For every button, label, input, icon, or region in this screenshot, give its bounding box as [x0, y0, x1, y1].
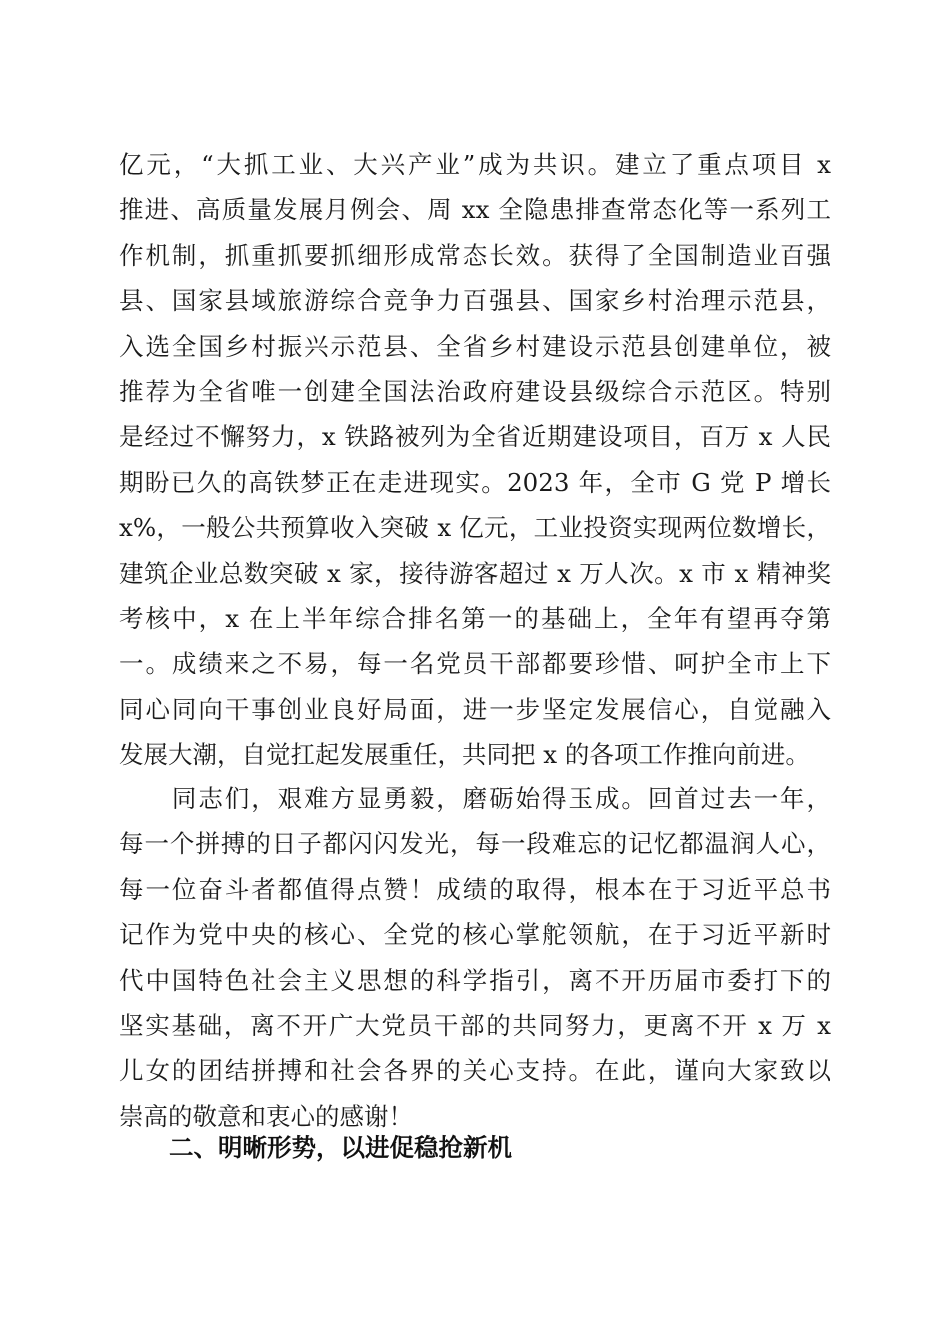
- text-line: 入选全国乡村振兴示范县、全省乡村建设示范县创建单位，被: [119, 331, 831, 361]
- section-heading: 二、明晰形势，以进促稳抢新机: [169, 1133, 512, 1162]
- text-line: 崇高的敬意和衷心的感谢！: [119, 1101, 413, 1131]
- text-line: 每一个拼搏的日子都闪闪发光，每一段难忘的记忆都温润人心，: [119, 829, 831, 859]
- text-line: 期盼已久的高铁梦正在走进现实。2023 年，全市 G 党 P 增长: [119, 467, 831, 497]
- text-line: 儿女的团结拼搏和社会各界的关心支持。在此，谨向大家致以: [119, 1056, 831, 1086]
- text-line: 作机制，抓重抓要抓细形成常态长效。获得了全国制造业百强: [119, 240, 831, 270]
- text-line: 记作为党中央的核心、全党的核心掌舵领航，在于习近平新时: [119, 920, 831, 950]
- text-line: 每一位奋斗者都值得点赞！成绩的取得，根本在于习近平总书: [119, 874, 831, 904]
- text-line: 同志们，艰难方显勇毅，磨砺始得玉成。回首过去一年，: [119, 784, 831, 813]
- text-line: 考核中，x 在上半年综合排名第一的基础上，全年有望再夺第: [119, 603, 831, 633]
- text-line: 坚实基础，离不开广大党员干部的共同努力，更离不开 x 万 x: [119, 1010, 831, 1040]
- text-line: x%，一般公共预算收入突破 x 亿元，工业投资实现两位数增长，: [119, 513, 831, 543]
- text-line: 推荐为全省唯一创建全国法治政府建设县级综合示范区。特别: [119, 376, 831, 406]
- text-line: 亿元，“大抓工业、大兴产业”成为共识。建立了重点项目 x: [119, 150, 831, 179]
- text-line: 代中国特色社会主义思想的科学指引，离不开历届市委打下的: [119, 965, 831, 995]
- paragraph-achievements: [119, 142, 831, 777]
- text-line: 发展大潮，自觉扛起发展重任，共同把 x 的各项工作推向前进。: [119, 740, 810, 770]
- text-line: 建筑企业总数突破 x 家，接待游客超过 x 万人次。x 市 x 精神奖: [119, 558, 831, 588]
- text-line: 县、国家县域旅游综合竞争力百强县、国家乡村治理示范县，: [119, 286, 831, 316]
- text-line: 一。成绩来之不易，每一名党员干部都要珍惜、呵护全市上下: [119, 649, 831, 679]
- text-line: 是经过不懈努力，x 铁路被列为全省近期建设项目，百万 x 人民: [119, 422, 831, 452]
- paragraph-gratitude: [119, 776, 831, 1139]
- text-line: 同心同向干事创业良好局面，进一步坚定发展信心，自觉融入: [119, 694, 831, 724]
- text-line: 推进、高质量发展月例会、周 xx 全隐患排查常态化等一系列工: [119, 195, 831, 225]
